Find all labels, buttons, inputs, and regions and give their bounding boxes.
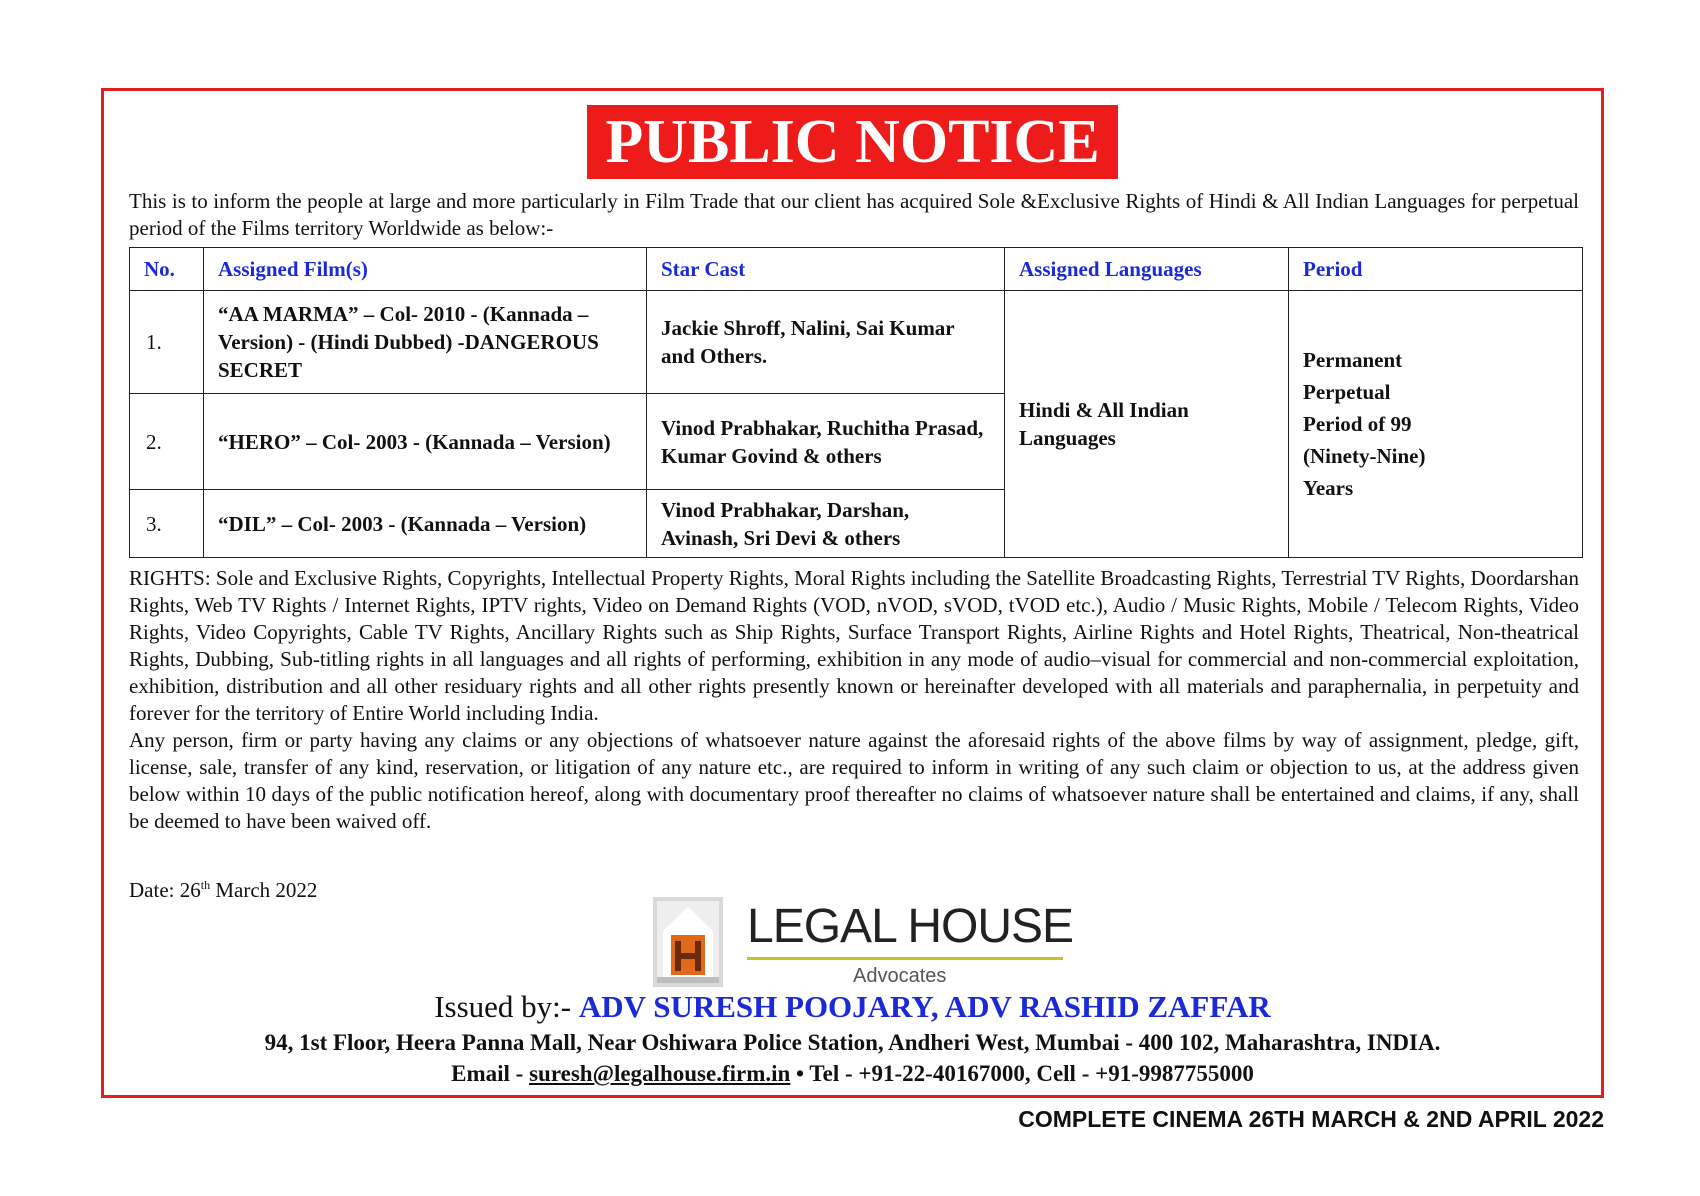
rights-section xyxy=(129,565,1579,835)
claims-paragraph: Any person, firm or party having any claims or any objections of whatsoever nature against the aforesaid rights of the above films by way of assignment, pledge, gift, license, sale, transfer of any kind, reservation, or litigation of any nature etc., are required to inform in writing of any such claim or objection to us, at the address given below within 10 days of the public notification hereof, along with documentary proof thereafter no claims of whatsoever nature shall be entertained and claims, if any, shall be deemed to have been waived off. xyxy=(129,728,1579,833)
films-table xyxy=(129,247,1583,558)
house-logo-icon xyxy=(653,897,723,987)
period-line: Years xyxy=(1303,476,1354,500)
period-line: Perpetual xyxy=(1303,380,1391,404)
notice-title: PUBLIC NOTICE xyxy=(587,105,1117,179)
star-cast: Vinod Prabhakar, Ruchitha Prasad, Kumar Govind & others xyxy=(647,394,1005,490)
office-address: 94, 1st Floor, Heera Panna Mall, Near Oshiwara Police Station, Andheri West, Mumbai - 400 102, Maharashtra, INDIA. xyxy=(264,1030,1441,1055)
contact-line xyxy=(104,1059,1601,1089)
publication-footer: COMPLETE CINEMA 26TH MARCH & 2ND APRIL 2022 xyxy=(1018,1106,1604,1132)
row-number: 2. xyxy=(130,394,204,490)
email-label: Email - xyxy=(451,1061,530,1086)
intro-paragraph: This is to inform the people at large and more particularly in Film Trade that our client has acquired Sole &Exclusive Rights of Hindi & All Indian Languages for perpetual period of the Films territory Worldwide as below:- xyxy=(129,189,1579,240)
header-no: No. xyxy=(130,248,204,291)
phone-numbers: • Tel - +91-22-40167000, Cell - +91-9987755000 xyxy=(790,1061,1254,1086)
issued-prefix: Issued by:- xyxy=(434,989,579,1024)
logo-tagline: Advocates xyxy=(853,965,947,987)
table-header-row xyxy=(130,248,1583,291)
rights-paragraph: RIGHTS: Sole and Exclusive Rights, Copyrights, Intellectual Property Rights, Moral Rights including the Satellite Broadcasting Rights, Terrestrial TV Rights, Doordarshan Rights, Web TV Rights / Internet Rights, IPTV rights, Video on Demand Rights (VOD, nVOD, sVOD, tVOD etc.), Audio / Music Rights, Mobile / Telecom Rights, Video Rights, Video Copyrights, Cable TV Rights, Ancillary Rights such as Ship Rights, Surface Transport Rights, Airline Rights and Hotel Rights, Theatrical, Non-theatrical Rights, Dubbing, Sub-titling rights in all languages and all rights of performing, exhibition in any mode of audio–visual for commercial and non-commercial exploitation, exhibition, distribution and all other residuary rights and all other rights presently known or hereinafter developed with all materials and paraphernalia, in perpetuity and forever for the territory of Entire World including India. xyxy=(129,566,1579,725)
date-rest: March 2022 xyxy=(210,878,318,902)
period-cell xyxy=(1289,291,1583,558)
film-title: “DIL” – Col- 2003 - (Kannada – Version) xyxy=(204,490,647,558)
star-cast: Vinod Prabhakar, Darshan, Avinash, Sri Devi & others xyxy=(647,490,1005,558)
notice-date xyxy=(129,877,317,904)
film-title: “HERO” – Col- 2003 - (Kannada – Version) xyxy=(204,394,647,490)
period-line: Period of 99 xyxy=(1303,412,1412,436)
row-number: 1. xyxy=(130,291,204,394)
date-suffix: th xyxy=(200,878,211,892)
period-line: (Ninety-Nine) xyxy=(1303,444,1426,468)
row-number: 3. xyxy=(130,490,204,558)
issued-by xyxy=(104,989,1601,1025)
notice-frame xyxy=(101,88,1604,1098)
logo-name: LEGAL HOUSE xyxy=(747,900,1074,953)
header-film: Assigned Film(s) xyxy=(204,248,647,291)
header-cast: Star Cast xyxy=(647,248,1005,291)
email-link[interactable]: suresh@legalhouse.firm.in xyxy=(529,1061,791,1086)
header-languages: Assigned Languages xyxy=(1005,248,1289,291)
assigned-languages: Hindi & All Indian Languages xyxy=(1005,291,1289,558)
film-title: “AA MARMA” – Col- 2010 - (Kannada – Version) - (Hindi Dubbed) -DANGEROUS SECRET xyxy=(204,291,647,394)
header-period: Period xyxy=(1289,248,1583,291)
period-line: Permanent xyxy=(1303,348,1403,372)
star-cast: Jackie Shroff, Nalini, Sai Kumar and Others. xyxy=(647,291,1005,394)
date-prefix: Date: 26 xyxy=(129,878,201,902)
issuer-names: ADV SURESH POOJARY, ADV RASHID ZAFFAR xyxy=(578,989,1271,1024)
legal-house-logo xyxy=(653,897,1073,991)
logo-underline xyxy=(747,957,1063,960)
table-row xyxy=(130,291,1583,394)
